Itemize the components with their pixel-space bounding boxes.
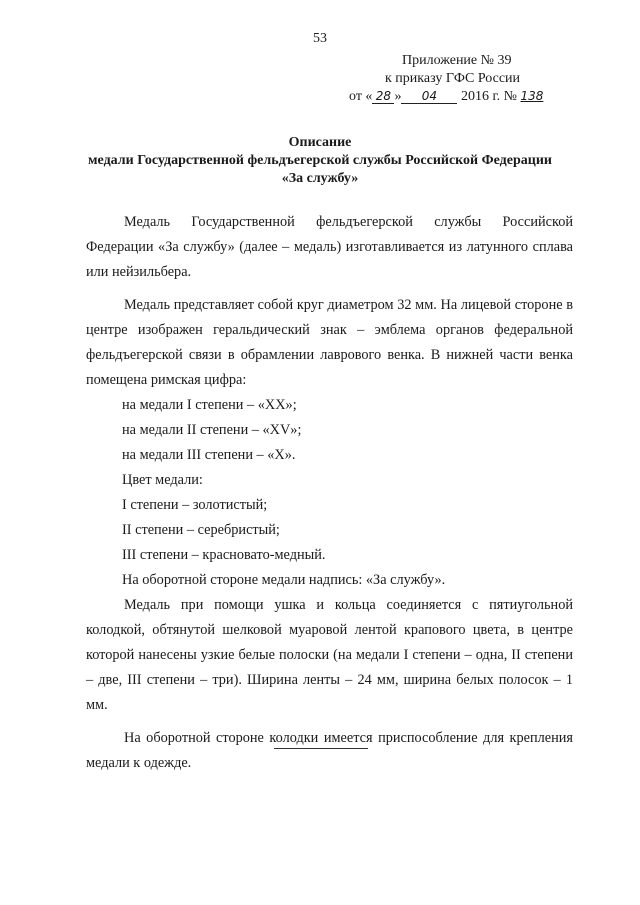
date-suffix: 2016 г. № <box>460 89 517 104</box>
document-body <box>86 210 573 776</box>
appendix-header <box>330 52 570 106</box>
paragraph-description: Медаль представляет собой круг диаметром 32 мм. На лицевой стороне в центре изображен геральдический знак – эмблема органов федеральной фельдъегерской связи в обрамлении лаврового венка. В нижней части венка помещена римская цифра: <box>86 297 573 388</box>
date-mid: » <box>394 89 402 104</box>
end-divider-line <box>274 748 368 749</box>
color-item-2: II степени – серебристый; <box>122 522 280 538</box>
color-heading: Цвет медали: <box>122 472 203 488</box>
title-line-1: Описание <box>288 135 352 150</box>
appendix-date-line <box>330 88 570 106</box>
handwritten-month: 04 <box>401 89 457 104</box>
appendix-title: Приложение № 39 <box>402 53 512 68</box>
handwritten-day: 28 <box>372 89 394 104</box>
appendix-order-ref: к приказу ГФС России <box>385 71 521 86</box>
title-line-3: «За службу» <box>281 171 359 186</box>
paragraph-reverse-inscription: На оборотной стороне медали надпись: «За службу». <box>122 572 446 588</box>
color-item-1: I степени – золотистый; <box>122 497 268 513</box>
list-item-degree-1: на медали I степени – «XX»; <box>122 397 297 413</box>
title-line-2: медали Государственной фельдъегерской службы Российской Федерации <box>88 153 552 168</box>
color-item-3: III степени – красновато-медный. <box>122 547 326 563</box>
page-number: 53 <box>313 31 327 46</box>
list-item-degree-2: на медали II степени – «XV»; <box>122 422 302 438</box>
handwritten-order-number: 138 <box>520 89 544 103</box>
date-prefix: от « <box>349 89 373 104</box>
paragraph-fastening: На оборотной стороне колодки имеется приспособление для крепления медали к одежде. <box>86 730 573 771</box>
paragraph-material: Медаль Государственной фельдъегерской службы Российской Федерации «За службу» (далее – медаль) изготавливается из латунного сплава или нейзильбера. <box>86 214 573 280</box>
document-title <box>0 134 640 188</box>
paragraph-ribbon: Медаль при помощи ушка и кольца соединяется с пятиугольной колодкой, обтянутой шелковой муаровой лентой крапового цвета, в центре которой нанесены узкие белые полоски (на медали I степени – одна, II степени – две, III степени – три). Ширина ленты – 24 мм, ширина белых полосок – 1 мм. <box>86 597 573 713</box>
list-item-degree-3: на медали III степени – «X». <box>122 447 296 463</box>
